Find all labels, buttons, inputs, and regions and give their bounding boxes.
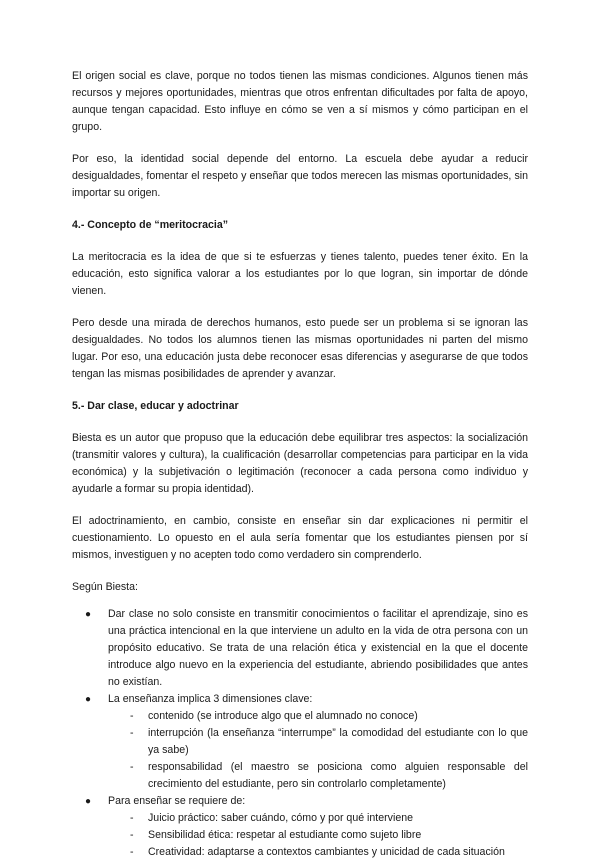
bullet-list [72, 606, 528, 861]
sub-list-item-text: Juicio práctico: saber cuándo, cómo y por qué interviene [148, 812, 413, 824]
document-body [72, 68, 528, 861]
list-item [72, 691, 528, 793]
dash-icon: - [130, 812, 134, 824]
sub-list [108, 810, 528, 861]
sub-list-item-text: Sensibilidad ética: respetar al estudiante como sujeto libre [148, 829, 422, 841]
section-heading: 5.- Dar clase, educar y adoctrinar [72, 400, 239, 412]
paragraph: Según Biesta: [72, 581, 138, 593]
dash-icon: - [130, 761, 134, 773]
list-item-text: Para enseñar se requiere de: [108, 795, 246, 807]
sub-list-item [130, 725, 528, 759]
sub-list-item-text: contenido (se introduce algo que el alumnado no conoce) [148, 710, 418, 722]
list-item-text: Dar clase no solo consiste en transmitir conocimientos o facilitar el aprendizaje, sino es una práctica intencional en la que interviene un adulto en la vida de otra persona con un propósito educativo. Se trata de una relación ética y existencial en la que el docente introduce algo nuevo en la experiencia del estudiante, abriendo posibilidades que antes no existían. [108, 608, 528, 688]
sub-list-item [130, 759, 528, 793]
sub-list-item [130, 827, 528, 844]
dash-icon: - [130, 846, 134, 858]
dash-icon: - [130, 727, 134, 739]
paragraph: El adoctrinamiento, en cambio, consiste en enseñar sin dar explicaciones ni permitir el cuestionamiento. Lo opuesto en el aula sería fomentar que los estudiantes piensen por sí mismos, investiguen y no acepten todo como verdadero sin comprenderlo. [72, 515, 528, 561]
sub-list-item-text: interrupción (la enseñanza “interrumpe” la comodidad del estudiante con lo que ya sabe) [148, 727, 528, 756]
bullet-icon: ● [85, 796, 92, 807]
bullet-icon: ● [85, 694, 92, 705]
list-item [72, 606, 528, 691]
paragraph: Por eso, la identidad social depende del entorno. La escuela debe ayudar a reducir desigualdades, fomentar el respeto y enseñar que todos merecen las mismas oportunidades, sin importar su origen. [72, 153, 528, 199]
dash-icon: - [130, 710, 134, 722]
paragraph: El origen social es clave, porque no todos tienen las mismas condiciones. Algunos tienen más recursos y mejores oportunidades, mientras que otros enfrentan dificultades por falta de apoyo, aunque tengan capacidad. Esto influye en cómo se ven a sí mismos y cómo participan en el grupo. [72, 70, 528, 133]
paragraph: La meritocracia es la idea de que si te esfuerzas y tienes talento, puedes tener éxito. En la educación, esto significa valorar a los estudiantes por lo que logran, sin importar de dónde vienen. [72, 251, 528, 297]
sub-list [108, 708, 528, 793]
bullet-icon: ● [85, 609, 92, 620]
section-heading: 4.- Concepto de “meritocracia” [72, 219, 229, 231]
sub-list-item [130, 810, 528, 827]
dash-icon: - [130, 829, 134, 841]
sub-list-item-text: responsabilidad (el maestro se posiciona como alguien responsable del crecimiento del estudiante, pero sin controlarlo completamente) [148, 761, 528, 790]
sub-list-item [130, 844, 528, 861]
list-item [72, 793, 528, 861]
paragraph: Pero desde una mirada de derechos humanos, esto puede ser un problema si se ignoran las desigualdades. No todos los alumnos tienen las mismas oportunidades ni parten del mismo lugar. Por eso, una educación justa debe reconocer esas diferencias y asegurarse de que todos tengan las mismas posibilidades de aprender y avanzar. [72, 317, 528, 380]
sub-list-item [130, 708, 528, 725]
paragraph: Biesta es un autor que propuso que la educación debe equilibrar tres aspectos: la socialización (transmitir valores y cultura), la cualificación (desarrollar competencias para participar en la vida económica) y la subjetivación o legitimación (reconocer a cada persona como individuo y ayudarle a formar su propia identidad). [72, 432, 528, 495]
sub-list-item-text: Creatividad: adaptarse a contextos cambiantes y unicidad de cada situación [148, 846, 505, 858]
list-item-text: La enseñanza implica 3 dimensiones clave: [108, 693, 313, 705]
